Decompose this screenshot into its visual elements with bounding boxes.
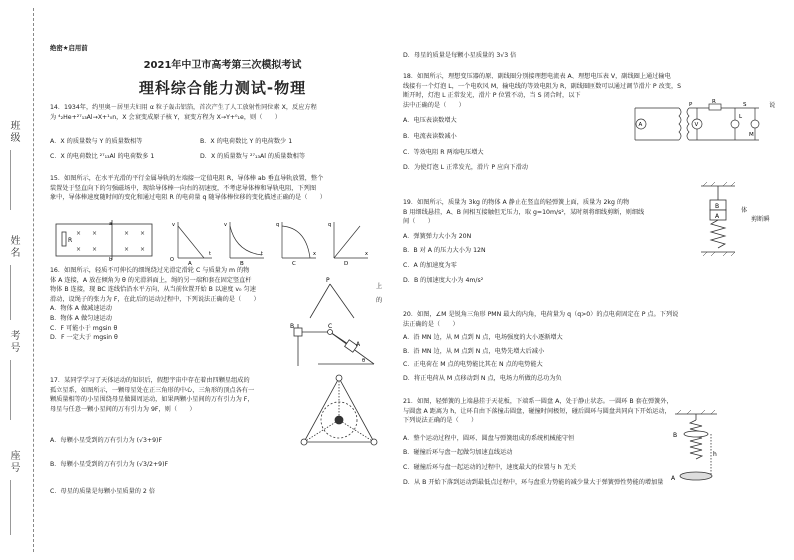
margin-label-name: 姓名 (8, 235, 19, 259)
question-19 (403, 198, 644, 285)
q15-axis-v: v (224, 222, 227, 228)
q21-option-b: B．碰撞后环与盘一起做匀加速直线运动 (403, 449, 513, 457)
q16-stem: 16．如图所示，轻质不可伸长的细绳绕过光滑定滑轮 C 与质量为 m 的物 (50, 267, 250, 274)
q15-stem: 象中，导体棒速度随时间的变化和通过电阻 R 的电荷量 q 随导体棒位移的变化描述正确的是（ ） (50, 194, 326, 202)
margin-fill-line (10, 265, 11, 320)
q15-axis-t: t (209, 251, 211, 257)
svg-text:×: × (140, 230, 146, 237)
q19-stem-tail: 剪断瞬 (751, 216, 770, 223)
q18-label-r: R (712, 99, 716, 105)
q15-axis-v: v (172, 222, 175, 228)
q21-stem: 与圆盘 A 距离为 h，让环自由下落撞击圆盘，碰撞时间极短，碰后圆环与圆盘共同向下开始运动， (403, 407, 671, 415)
secret-label: 绝密★启用前 (50, 44, 88, 52)
q18-label-p: P (689, 102, 693, 108)
q16-option-c: C．F 可能小于 mgsin θ (50, 324, 118, 332)
q16-option-d: D．F 一定大于 mgsin θ (50, 334, 118, 342)
q17-mother-star (335, 416, 343, 424)
q21-option-c: C．碰撞后环与盘一起运动的过程中，速度最大的位置与 h 无关 (403, 464, 577, 472)
q14-option-d: D．X 的质量数与 ²⁷₁₃Al 的质量数相等 (200, 153, 306, 160)
q19-stem: 19．如图所示，质量为 3kg 的物体 A 静止在竖直的轻弹簧上面，质量为 2kg 的物 (403, 199, 630, 206)
q18-label-s: S (743, 102, 747, 108)
q21-label-a: A (671, 475, 676, 482)
q18-circuit-figure (631, 98, 763, 148)
q14-option-b: B．X 的电荷数比 Y 的电荷数少 1 (200, 138, 293, 145)
question-16 (50, 266, 260, 343)
q14-option-c: C．X 的电荷数比 ²⁷₁₃Al 的电荷数多 1 (50, 153, 155, 160)
q16-figure (290, 276, 383, 371)
q19-option-b: B．B 对 A 的压力大小为 12N (403, 247, 486, 255)
q20-option-d: D．将正电荷从 M 点移动到 N 点，电场力所做的总功为负 (403, 375, 562, 383)
q15-stem: 15．如图所示，在水平光滑的平行金属导轨的左端接一定值电阻 R，导体棒 ab 垂直导轨放置，整个 (50, 175, 324, 182)
q19-label-b: B (715, 203, 720, 210)
q20-option-b: B．沿 MN 边，从 M 点到 N 点，电势先增大后减小 (403, 347, 545, 355)
q21-option-d: D．从 B 开始下落到运动到最低点过程中，环与盘重力势能的减少量大于弹簧弹性势能的增加量 (403, 478, 664, 486)
q18-label-m: M (749, 132, 754, 138)
q19-stem-tail: 体 (741, 207, 748, 214)
q14-stem: 为 ⁴₂He+²⁷₁₃Al→X+¹₀n，X 会衰变成原子核 Y，衰变方程为 X→Y+⁰₁e，则（ ） (50, 113, 281, 121)
q21-spring-figure (669, 410, 723, 492)
svg-text:×: × (92, 246, 98, 253)
q17-stem: 母星与任意一颗小星间的万有引力为 9F，则（ ） (50, 405, 196, 413)
q16-stem-tail: 的 (376, 297, 383, 304)
q19-stem: 间（ ） (403, 218, 434, 226)
q21-label-h: h (713, 451, 717, 458)
q17-option-c: C．母星的质量是每颗小星质量的 2 倍 (50, 488, 156, 495)
q16-label-a: A (356, 341, 361, 348)
margin-fill-line (10, 150, 11, 210)
q17-small-star (336, 375, 342, 381)
svg-text:×: × (76, 230, 82, 237)
q18-stem: 18．如图所示，理想变压器的原、副线圈分别接理想电流表 A、理想电压表 V，副线圈上通过输电 (403, 73, 671, 80)
svg-text:×: × (124, 230, 130, 237)
q15-figures (54, 218, 394, 267)
q18-stem: 线接有一个灯泡 L，一个电吹风 M，输电线的等效电阻为 R，副线圈匝数可以通过调节滑片 P 改变，S (403, 82, 682, 90)
margin-fill-line (10, 360, 11, 420)
q19-option-a: A．弹簧弹力大小为 20N (403, 232, 472, 240)
q15-axis-x: x (365, 251, 368, 257)
q15-axis-q: q (328, 222, 332, 228)
q15-graph-label-a: A (188, 261, 192, 267)
q17-stem: 颗质量相等的小星围绕母星做圆周运动，如果两颗小星间的万有引力为 F， (50, 396, 254, 404)
q17-option-d: D．母星的质量是每颗小星质量的 3√3 倍 (403, 52, 517, 59)
q15-label-b: b (109, 257, 113, 263)
q18-option-b: B．电流表读数减小 (403, 133, 457, 141)
q19-spring-figure (693, 180, 743, 270)
q16-label-theta: θ (362, 358, 366, 364)
q18-option-a: A．电压表读数增大 (403, 117, 457, 125)
q18-ammeter: A (638, 122, 643, 128)
q14-stem: 14．1934年，约里奥－居里夫妇用 α 粒子轰击铝箔，首次产生了人工放射性同位素 X，反应方程 (50, 104, 317, 111)
q18-label-l: L (739, 114, 743, 120)
q16-option-a: A．物体 A 做减速运动 (50, 305, 112, 313)
q15-label-a: a (109, 221, 113, 227)
q15-graph-label-b: B (240, 261, 244, 267)
q21-label-b: B (673, 432, 678, 439)
q16-option-b: B．物体 A 做匀速运动 (50, 315, 112, 323)
q15-field-marks (76, 230, 145, 253)
q21-stem: 21．如图，轻弹簧的上端悬挂于天花板，下端系一圆盘 A，处于静止状态。一圆环 B 套在弹簧外， (403, 398, 673, 405)
q20-stem: 法正确的是（ ） (403, 320, 459, 328)
svg-text:×: × (124, 246, 130, 253)
q15-graph-c (282, 222, 316, 258)
exam-title: 2021年中卫市高考第三次模拟考试 (143, 60, 302, 71)
q18-stem: 断开时，灯泡 L 正常发光，滑片 P 位置不动，当 S 闭合时，以下 (403, 92, 581, 100)
q21-stem: 下列说法正确的是（ ） (403, 417, 478, 425)
question-20 (403, 310, 678, 384)
q20-option-c: C．正电荷在 M 点的电势能比其在 N 点的电势能大 (403, 361, 543, 369)
q14-option-a: A．X 的质量数与 Y 的质量数相等 (50, 138, 143, 145)
q19-stem: B 用细线悬挂，A、B 间相互接触但无压力，取 g=10m/s²，某时刻将细线剪断，则细线 (403, 208, 645, 216)
question-21 (403, 397, 673, 487)
q15-label-r: R (68, 237, 73, 244)
q15-axis-t: t (261, 251, 263, 257)
binding-margin (0, 0, 44, 560)
question-15 (50, 174, 326, 203)
q19-label-a: A (715, 213, 720, 220)
q20-stem: 20．如图，∠M 是锐角三角形 PMN 最大的内角，电荷量为 q（q>0）的点电荷固定在 P 点。下列说 (403, 311, 679, 318)
q15-graph-b (230, 222, 264, 258)
q15-graph-label-c: C (292, 261, 296, 267)
q16-label-p: P (326, 277, 330, 284)
q18-stem-tail: 说 (769, 102, 776, 109)
q21-option-a: A．整个运动过程中，圆环、圆盘与弹簧组成的系统机械能守恒 (403, 434, 575, 442)
q15-graph-a (178, 222, 212, 258)
q18-voltmeter: V (694, 122, 699, 128)
margin-label-exam-no: 考号 (8, 330, 19, 354)
q15-axis-q: q (276, 222, 280, 228)
q17-stem: 17．某同学学习了天体运动的知识后，假想宇宙中存在着由四颗星组成的 (50, 377, 250, 384)
cut-line (33, 8, 34, 552)
q17-small-star (301, 439, 307, 445)
q15-graph-d (334, 222, 368, 258)
q17-option-a: A．每颗小星受到的万有引力为 (√3+9)F (50, 437, 163, 444)
q15-origin: O (170, 257, 174, 263)
q17-stem: 孤立星系，如图所示，一颗母星处在正三角形的中心，三角形的顶点各有一 (50, 386, 255, 394)
q18-option-d: D．为使灯泡 L 正常发光，滑片 P 应向下滑动 (403, 164, 528, 172)
q16-label-c: C (328, 323, 333, 330)
q15-axis-x: x (313, 251, 316, 257)
question-17 (50, 376, 254, 414)
svg-text:×: × (76, 246, 82, 253)
q20-option-a: A．沿 MN 边，从 M 点到 N 点，电场强度的大小逐渐增大 (403, 334, 563, 342)
q19-option-c: C．A 的加速度为零 (403, 262, 457, 270)
q15-graph-label-d: D (344, 261, 349, 267)
q16-stem: 体 A 连接，A 放在倾角为 θ 的光滑斜面上，绳的另一端和套在固定竖直杆 (50, 276, 252, 284)
q17-small-star (371, 439, 377, 445)
q15-stem: 装置处于竖直向下的匀强磁场中，现给导体棒一向右的初速度，不考虑导体棒和导轨电阻，下列图 (50, 184, 317, 192)
svg-text:×: × (92, 230, 98, 237)
q18-option-c: C．等效电阻 R 两端电压增大 (403, 148, 484, 156)
exam-subtitle: 理科综合能力测试-物理 (138, 79, 307, 97)
question-14 (50, 103, 317, 122)
q18-stem: 法中正确的是（ ） (403, 101, 465, 109)
margin-fill-line (10, 480, 11, 535)
q17-figure (294, 370, 384, 450)
q16-stem: 物体 B 连接，现 BC 连线恰沿水平方向，从当前位置开始 B 以速度 v₀ 匀速 (50, 286, 256, 294)
margin-label-class: 班级 (8, 120, 19, 144)
svg-text:×: × (140, 246, 146, 253)
q16-label-b: B (290, 323, 295, 330)
q16-stem: 滑动，设绳子的张力为 F，在此后的运动过程中，下列说法正确的是（ ） (50, 295, 260, 303)
q19-option-d: D．B 的加速度大小为 4m/s² (403, 276, 484, 284)
q16-stem-tail: 上 (376, 283, 383, 290)
q17-option-b: B．每颗小星受到的万有引力为 (√3/2+9)F (50, 461, 169, 468)
margin-label-seat-no: 座号 (8, 450, 19, 474)
